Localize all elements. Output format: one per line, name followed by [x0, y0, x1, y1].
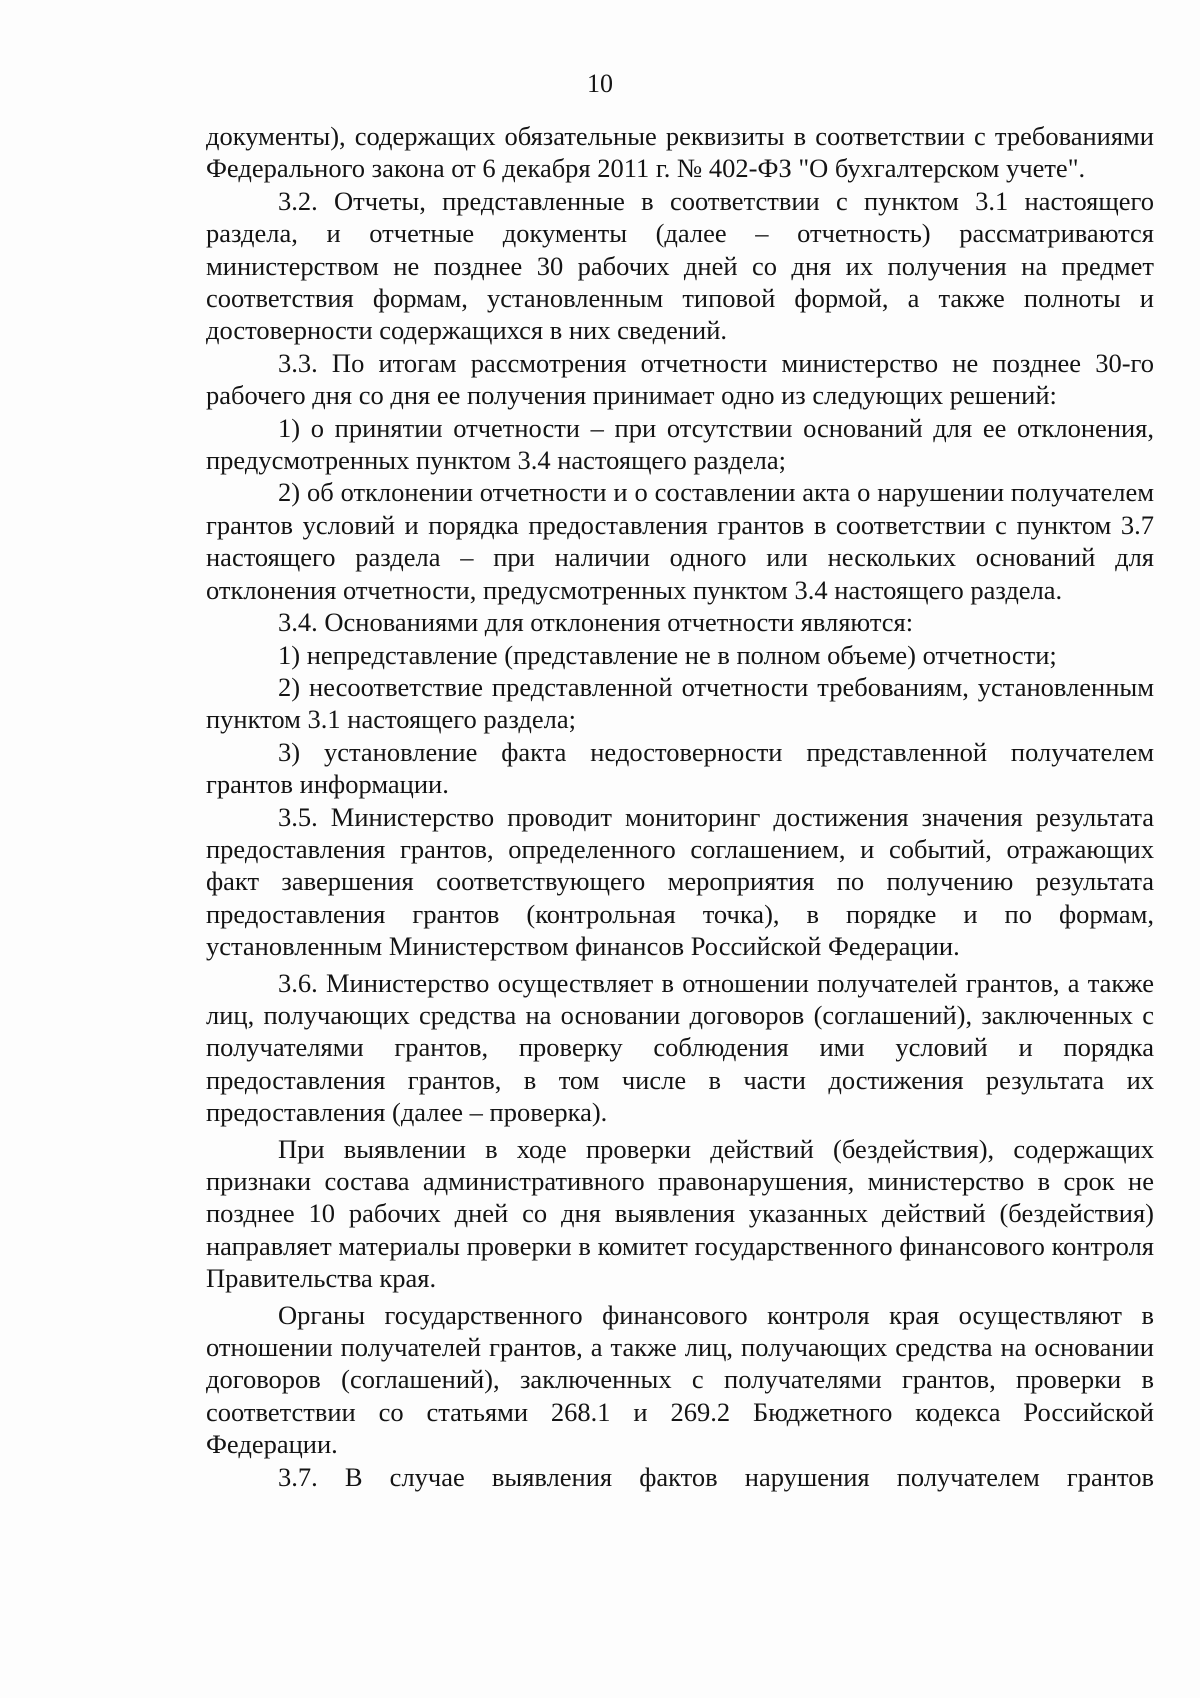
paragraph-3-2: 3.2. Отчеты, представленные в соответствии с пунктом 3.1 настоящего раздела, и отчетные документы (далее – отчетность) рассматриваются министерством не позднее 30 рабочих дней со дня их получения на предмет соответствия формам, установленным типовой формой, а также полноты и достоверности содержащихся в них сведений. [206, 185, 1154, 346]
paragraph-3-6: 3.6. Министерство осуществляет в отношении получателей грантов, а также лиц, получающих средства на основании договоров (соглашений), заключенных с получателями грантов, проверку соблюдения ими условий и порядка предоставления грантов, в том числе в части достижения результата их предоставления (далее – проверка). [206, 967, 1154, 1128]
page-number: 10 [587, 69, 613, 98]
list-item-3-3-1: 1) о принятии отчетности – при отсутствии оснований для ее отклонения, предусмотренных пунктом 3.4 настоящего раздела; [206, 412, 1154, 476]
paragraph-3-3: 3.3. По итогам рассмотрения отчетности министерство не позднее 30-го рабочего дня со дня ее получения принимает одно из следующих решений: [206, 347, 1154, 411]
paragraph-3-5: 3.5. Министерство проводит мониторинг достижения значения результата предоставления грантов, определенного соглашением, и событий, отражающих факт завершения соответствующего мероприятия по получению результата предоставления грантов (контрольная точка), в порядке и по формам, установленным Министерством финансов Российской Федерации. [206, 801, 1154, 962]
paragraph-3-6-violations: При выявлении в ходе проверки действий (бездействия), содержащих признаки состава административного правонарушения, министерство в срок не позднее 10 рабочих дней со дня выявления указанных действий (бездействия) направляет материалы проверки в комитет государственного финансового контроля Правительства края. [206, 1133, 1154, 1294]
paragraph-3-4: 3.4. Основаниями для отклонения отчетности являются: [278, 607, 914, 638]
list-item-3-4-3: 3) установление факта недостоверности представленной получателем грантов информации. [206, 736, 1154, 800]
paragraph-3-6-control-bodies: Органы государственного финансового контроля края осуществляют в отношении получателей грантов, а также лиц, получающих средства на основании договоров (соглашений), заключенных с получателями грантов, проверки в соответствии со статьями 268.1 и 269.2 Бюджетного кодекса Российской Федерации. [206, 1299, 1154, 1460]
list-item-3-3-2: 2) об отклонении отчетности и о составлении акта о нарушении получателем грантов условий и порядка предоставления грантов в соответствии с пунктом 3.7 настоящего раздела – при наличии одного или нескольких оснований для отклонения отчетности, предусмотренных пунктом 3.4 настоящего раздела. [206, 477, 1154, 605]
document-body [206, 120, 1154, 1493]
paragraph-3-7: 3.7. В случае выявления фактов нарушения получателем грантов [278, 1461, 1154, 1492]
list-item-3-4-1: 1) непредставление (представление не в полном объеме) отчетности; [278, 639, 1057, 670]
list-item-3-4-2: 2) несоответствие представленной отчетности требованиям, установленным пунктом 3.1 настоящего раздела; [206, 671, 1154, 735]
paragraph-continuation: документы), содержащих обязательные реквизиты в соответствии с требованиями Федерального закона от 6 декабря 2011 г. № 402-ФЗ "О бухгалтерском учете". [206, 121, 1154, 184]
